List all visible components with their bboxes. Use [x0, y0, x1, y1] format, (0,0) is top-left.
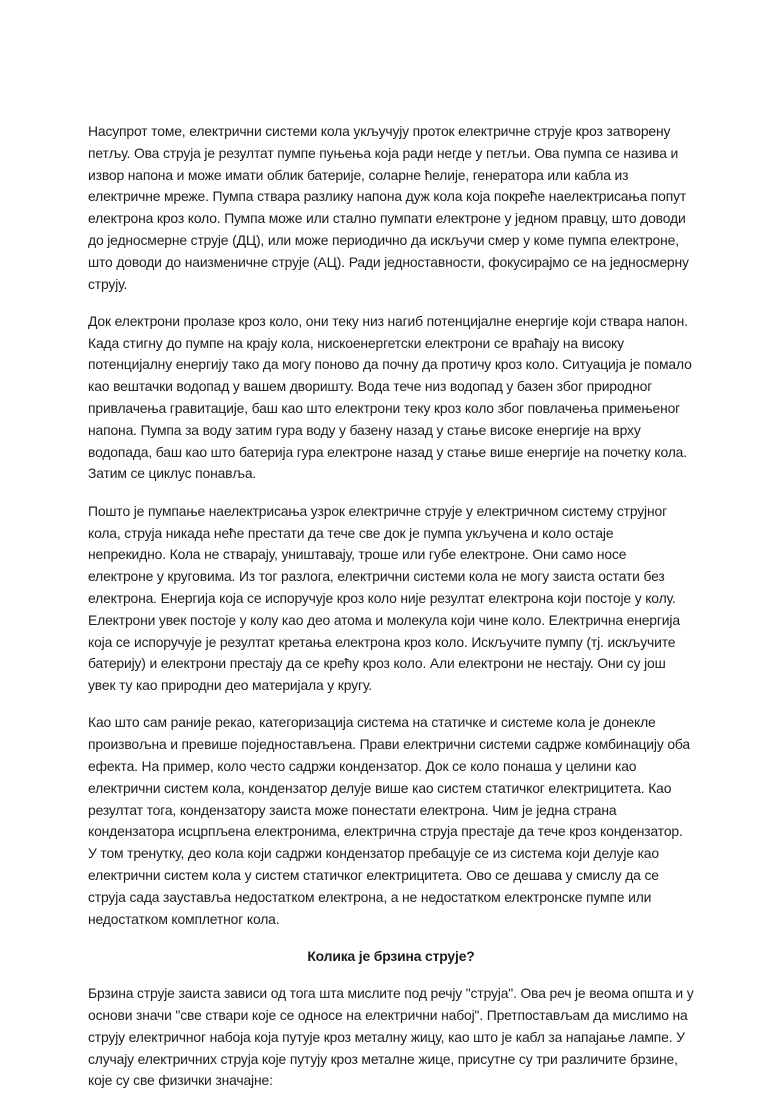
section-heading: Колика је брзина струје?	[307, 947, 475, 964]
paragraph-waterfall-analogy: Док електрони пролазе кроз коло, они теку низ нагиб потенцијалне енергије који ствара напон. Када стигну до пумпе на крају кола, нискоенергетски електрони се враћају на високу потенцијалну енергију тако да могу поново да почну да протичу кроз коло. Ситуација је помало као вештачки водопад у вашем дворишту. Вода тече низ водопад у базен због природног привлачења гравитације, баш као што електрони теку кроз коло због повлачења примењеног напона. Пумпа за воду затим гура воду у базену назад у стање високе енергије на врху водопада, баш као што батерија гура електроне назад у стање више енергије на почетку кола. Затим се циклус понавља.	[88, 312, 692, 482]
paragraph-capacitor: Као што сам раније рекао, категоризација система на статичке и системе кола је донекле произвољна и превише поједностављена. Прави електрични системи садрже комбинацију оба ефекта. На пример, коло често садржи кондензатор. Док се коло понаша у целини као електрични систем кола, кондензатор делује више као систем статичког електрицитета. Као резултат тога, кондензатору заиста може понестати електрона. Чим је једна страна кондензатора исцрпљена електронима, електрична струја престаје да тече кроз кондензатор. У том тренутку, део кола који садржи кондензатор пребацује се из система који делује као електрични систем кола у систем статичког електрицитета. Ово се дешава у смислу да се струја сада зауставља недостатком електрона, а не недостатком електронске пумпе или недостатком комплетног кола.	[88, 714, 690, 927]
document-page	[88, 121, 694, 1108]
paragraph-current-speed: Брзина струје заиста зависи од тога шта мислите под речју "струја". Ова реч је веома општа и у основи значи "све ствари које се односе на електрични набој". Претпостављам да мислимо на струју електричног набоја која путује кроз металну жицу, као што је кабл за напајање лампе. У случају електричних струја које путују кроз металне жице, присутне су три различите брзине, које су све физички значајне:	[88, 985, 694, 1089]
paragraph-circuit-systems: Насупрот томе, електрични системи кола укључују проток електричне струје кроз затворену петљу. Ова струја је резултат пумпе пуњења која ради негде у петљи. Ова пумпа се назива и извор напона и може имати облик батерије, соларне ћелије, генератора или кабла из електричне мреже. Пумпа ствара разлику напона дуж кола која покреће наелектрисања попут електрона кроз коло. Пумпа може или стално пумпати електроне у једном правцу, што доводи до једносмерне струје (ДЦ), или може периодично да искључи смер у коме пумпа електроне, што доводи до наизменичне струје (АЦ). Ради једноставности, фокусирајмо се на једносмерну струју.	[88, 123, 689, 292]
paragraph-charge-pumping: Пошто је пумпање наелектрисања узрок електричне струје у електричном систему струјног кола, струја никада неће престати да тече све док је пумпа укључена и коло остаје непрекидно. Кола не стварају, уништавају, троше или губе електроне. Они само носе електроне у круговима. Из тог разлога, електрични системи кола не могу заиста остати без електрона. Енергија која се испоручује кроз коло није резултат електрона који постоје у колу. Електрони увек постоје у колу као део атома и молекула који чине коло. Електрична енергија која се испоручује је резултат кретања електрона кроз коло. Искључите пумпу (тј. искључите батерију) и електрони престају да се крећу кроз коло. Али електрони не нестају. Они су још увек ту као природни део материјала у кругу.	[88, 502, 680, 694]
